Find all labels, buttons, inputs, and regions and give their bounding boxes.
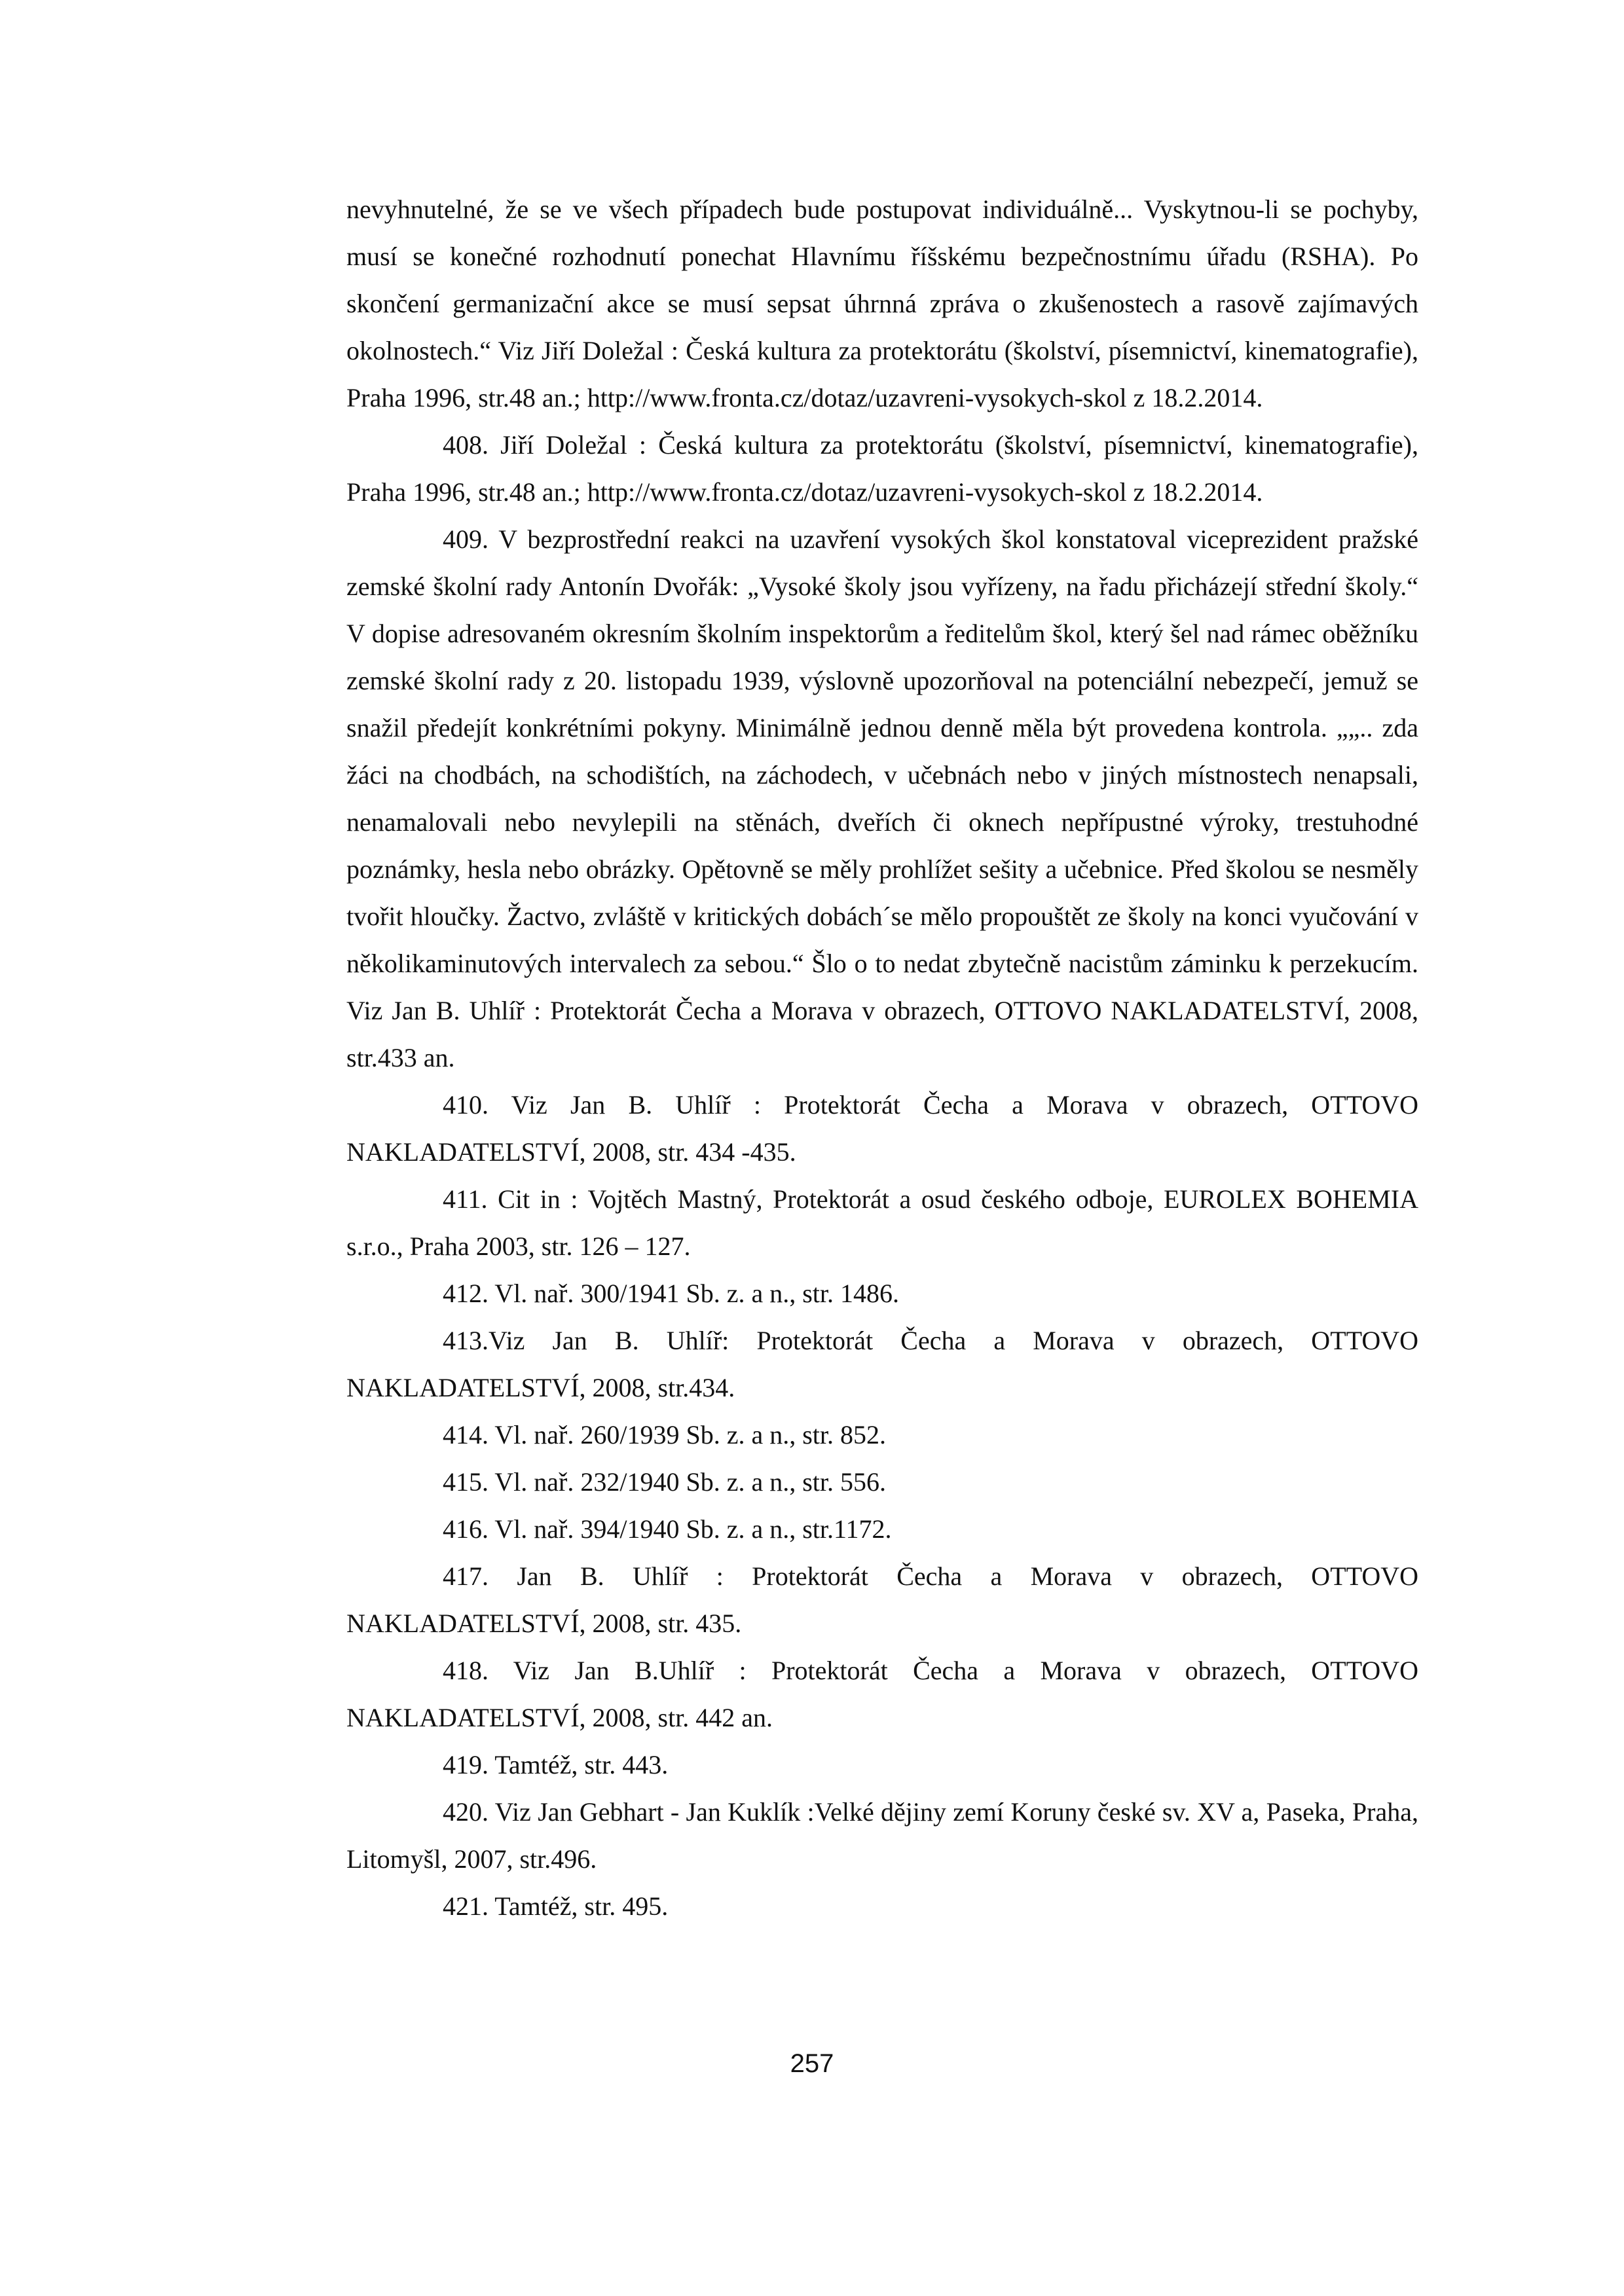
note-419: 419. Tamtéž, str. 443. [443,1750,669,1779]
note-409: 409. V bezprostřední reakci na uzavření vysokých škol konstatoval viceprezident pražské zemské školní rady Antonín Dvořák: „Vysoké školy jsou vyřízeny, na řadu přicházejí střední školy.“ V dopise adresovaném okresním školním inspektorům a ředitelům škol, který šel nad rámec oběžníku zemské školní rady z 20. listopadu 1939, výslovně upozorňoval na potenciální nebezpečí, jemuž se snažil předejít konkrétními pokyny. Minimálně jednou denně měla být provedena kontrola. „„.. zda žáci na chodbách, na schodištích, na záchodech, v učebnách nebo v jiných místnostech nenapsali, nenamalovali nebo nevylepili na stěnách, dveřích či oknech nepřípustné výroky, trestuhodné poznámky, hesla nebo obrázky. Opětovně se měly prohlížet sešity a učebnice. Před školou se nesměly tvořit hloučky. Žactvo, zvláště v kritických dobách´se mělo propouštět ze školy na konci vyučování v několikaminutových intervalech za sebou.“ Šlo o to nedat zbytečně nacistům záminku k perzekucím. Viz Jan B. Uhlíř : Protektorát Čecha a Morava v obrazech, OTTOVO NAKLADATELSTVÍ, 2008, str.433 an. [346,524,1418,1072]
note-408: 408. Jiří Doležal : Česká kultura za protektorátu (školství, písemnictví, kinematografie), Praha 1996, str.48 an.; http://www.fronta.cz/dotaz/uzavreni-vysokych-skol z 18.2.2014. [346,430,1418,507]
note-415: 415. Vl. nař. 232/1940 Sb. z. a n., str. 556. [443,1467,887,1497]
footnotes-text [346,186,1418,1930]
page-number: 257 [790,2049,834,2078]
note-421: 421. Tamtéž, str. 495. [443,1891,669,1921]
note-418: 418. Viz Jan B.Uhlíř : Protektorát Čecha a Morava v obrazech, OTTOVO NAKLADATELSTVÍ, 2008, str. 442 an. [346,1656,1418,1732]
note-411: 411. Cit in : Vojtěch Mastný, Protektorát a osud českého odboje, EUROLEX BOHEMIA s.r.o., Praha 2003, str. 126 – 127. [346,1184,1418,1261]
note-414: 414. Vl. nař. 260/1939 Sb. z. a n., str. 852. [443,1420,887,1449]
note-410: 410. Viz Jan B. Uhlíř : Protektorát Čecha a Morava v obrazech, OTTOVO NAKLADATELSTVÍ, 2008, str. 434 -435. [346,1090,1418,1167]
note-420: 420. Viz Jan Gebhart - Jan Kuklík :Velké dějiny zemí Koruny české sv. XV a, Paseka, Praha, Litomyšl, 2007, str.496. [346,1797,1418,1874]
note-412: 412. Vl. nař. 300/1941 Sb. z. a n., str. 1486. [443,1279,900,1308]
note-413: 413.Viz Jan B. Uhlíř: Protektorát Čecha a Morava v obrazech, OTTOVO NAKLADATELSTVÍ, 2008, str.434. [346,1326,1418,1402]
note-continuation: nevyhnutelné, že se ve všech případech bude postupovat individuálně... Vyskytnou-li se pochyby, musí se konečné rozhodnutí ponechat Hlavnímu říšskému bezpečnostnímu úřadu (RSHA). Po skončení germanizační akce se musí sepsat úhrnná zpráva o zkušenostech a rasově zajímavých okolnostech.“ Viz Jiří Doležal : Česká kultura za protektorátu (školství, písemnictví, kinematografie), Praha 1996, str.48 an.; http://www.fronta.cz/dotaz/uzavreni-vysokych-skol z 18.2.2014. [346,194,1418,412]
note-416: 416. Vl. nař. 394/1940 Sb. z. a n., str.1172. [443,1514,892,1544]
note-417: 417. Jan B. Uhlíř : Protektorát Čecha a Morava v obrazech, OTTOVO NAKLADATELSTVÍ, 2008, str. 435. [346,1561,1418,1638]
